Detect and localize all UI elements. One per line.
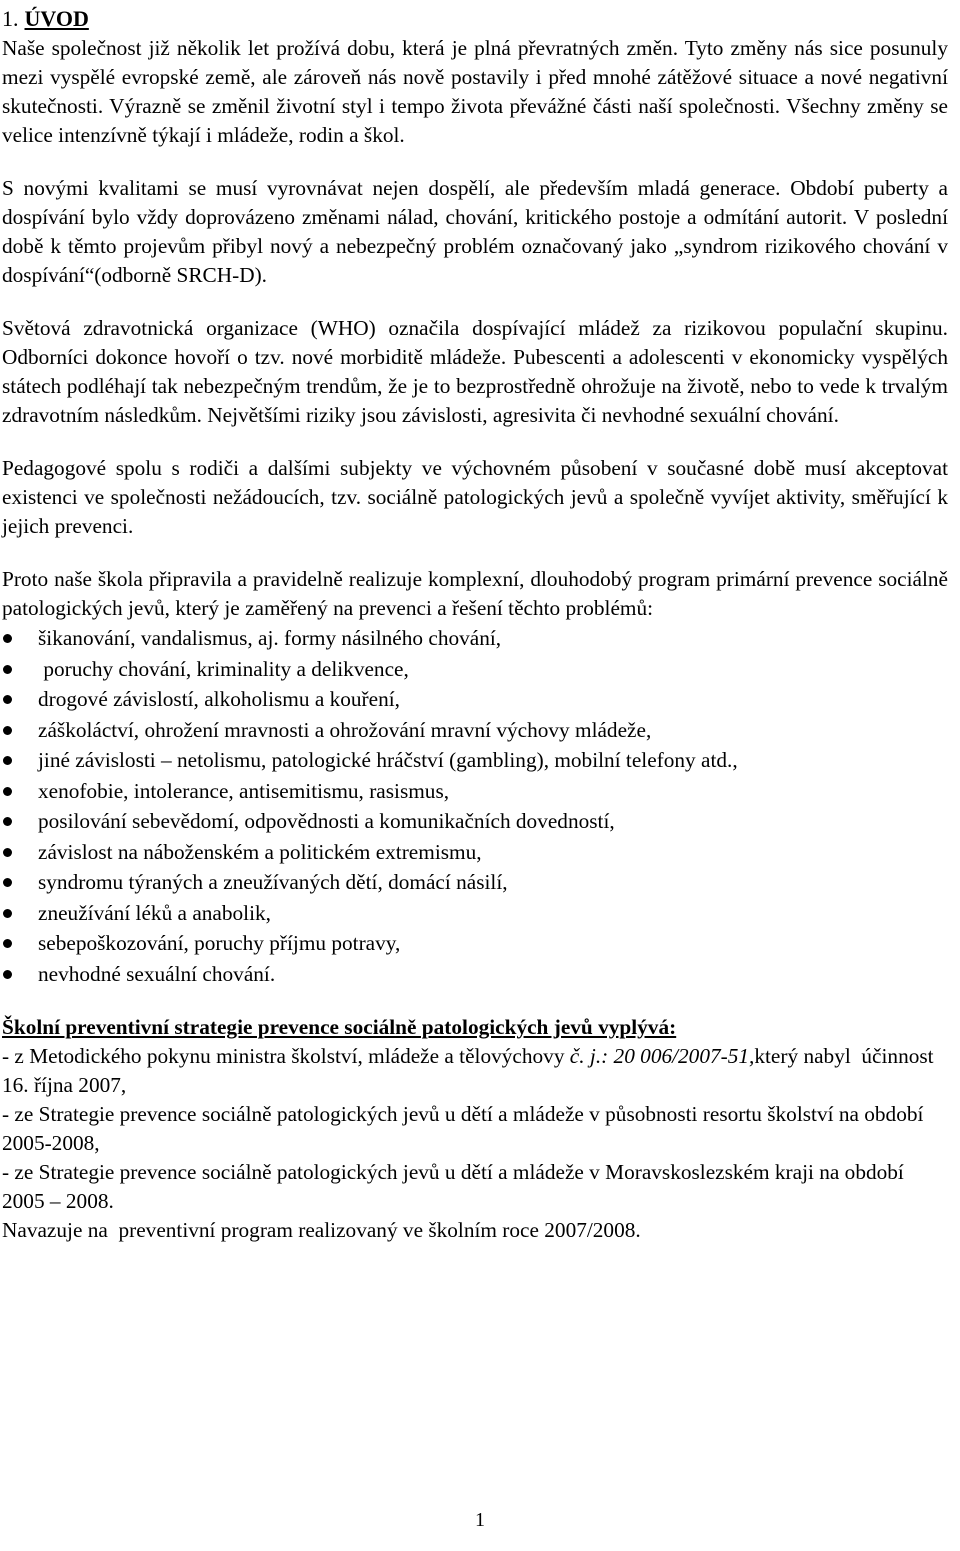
list-item: sebepoškozování, poruchy příjmu potravy, xyxy=(2,928,948,959)
bullet-icon xyxy=(3,634,12,643)
strategy-source-2: - ze Strategie prevence sociálně patologických jevů u dětí a mládeže v působnosti resortu školství na období 2005-2008, xyxy=(2,1102,924,1155)
bullet-icon xyxy=(3,909,12,918)
section-heading xyxy=(2,4,948,34)
bullet-icon xyxy=(3,695,12,704)
section-title: ÚVOD xyxy=(24,6,89,31)
list-item: drogové závislostí, alkoholismu a kouření, xyxy=(2,684,948,715)
bullet-icon xyxy=(3,726,12,735)
who-paragraph: Světová zdravotnická organizace (WHO) označila dospívající mládež za rizikovou populační skupinu. Odborníci dokonce hovoří o tzv. nové morbiditě mládeže. Pubescenti a adolescenti v ekonomicky vyspělých státech podléhají tak nebezpečným trendům, že je to bezprostředně ohrožuje na životě, nebo to vede k trvalým zdravotním následkům. Největšími riziky jsou závislosti, agresivita či nevhodné sexuální chování. xyxy=(2,316,948,427)
list-item: xenofobie, intolerance, antisemitismu, rasismus, xyxy=(2,776,948,807)
teachers-paragraph: Pedagogové spolu s rodiči a dalšími subjekty ve výchovném působení v současné době musí akceptovat existenci ve společnosti nežádoucích, tzv. sociálně patologických jevů a společně vyvíjet aktivity, směřující k jejich prevenci. xyxy=(2,456,948,538)
problem-list xyxy=(2,623,948,989)
list-item: zneužívání léků a anabolik, xyxy=(2,898,948,929)
section-number: 1. xyxy=(2,6,19,31)
strategy-continuation: Navazuje na preventivní program realizovaný ve školním roce 2007/2008. xyxy=(2,1218,641,1242)
bullet-icon xyxy=(3,848,12,857)
strategy-heading: Školní preventivní strategie prevence sociálně patologických jevů vyplývá: xyxy=(2,1015,677,1039)
bullet-icon xyxy=(3,817,12,826)
youth-paragraph: S novými kvalitami se musí vyrovnávat nejen dospělí, ale především mladá generace. Období puberty a dospívání bylo vždy doprovázeno změnami nálad, chování, kritického postoje a odmítání autorit. V poslední době k těmto projevům přibyl nový a nebezpečný problém označovaný jako „syndrom rizikového chování v dospívání“(odborně SRCH-D). xyxy=(2,176,948,287)
bullet-icon xyxy=(3,970,12,979)
intro-paragraph: Naše společnost již několik let prožívá dobu, která je plná převratných změn. Tyto změny nás sice posunuly mezi vyspělé evropské země, ale zároveň nás nově postavily i před mnohé zátěžové situace a nové negativní skutečnosti. Výrazně se změnil životní styl i tempo života převážné části naší společnosti. Všechny změny se velice intenzívně týkají i mládeže, rodin a škol. xyxy=(2,36,948,147)
bullet-icon xyxy=(3,756,12,765)
list-item: závislost na náboženském a politickém extremismu, xyxy=(2,837,948,868)
strategy-source-3: - ze Strategie prevence sociálně patologických jevů u dětí a mládeže v Moravskoslezském kraji na období 2005 – 2008. xyxy=(2,1160,904,1213)
list-item: poruchy chování, kriminality a delikvence, xyxy=(2,654,948,685)
list-item: syndromu týraných a zneužívaných dětí, domácí násilí, xyxy=(2,867,948,898)
list-item: šikanování, vandalismus, aj. formy násilného chování, xyxy=(2,623,948,654)
list-item: nevhodné sexuální chování. xyxy=(2,959,948,990)
program-paragraph: Proto naše škola připravila a pravidelně realizuje komplexní, dlouhodobý program primární prevence sociálně patologických jevů, který je zaměřený na prevenci a řešení těchto problémů: xyxy=(2,567,948,620)
strategy-source-1: - z Metodického pokynu ministra školství, mládeže a tělovýchovy č. j.: 20 006/2007-51,který nabyl účinnost 16. října 2007, xyxy=(2,1044,939,1097)
bullet-icon xyxy=(3,939,12,948)
list-item: jiné závislosti – netolismu, patologické hráčství (gambling), mobilní telefony atd., xyxy=(2,745,948,776)
bullet-icon xyxy=(3,665,12,674)
bullet-icon xyxy=(3,787,12,796)
list-item: posilování sebevědomí, odpovědnosti a komunikačních dovedností, xyxy=(2,806,948,837)
list-item: záškoláctví, ohrožení mravnosti a ohrožování mravní výchovy mládeže, xyxy=(2,715,948,746)
page-number: 1 xyxy=(475,1509,485,1531)
bullet-icon xyxy=(3,878,12,887)
